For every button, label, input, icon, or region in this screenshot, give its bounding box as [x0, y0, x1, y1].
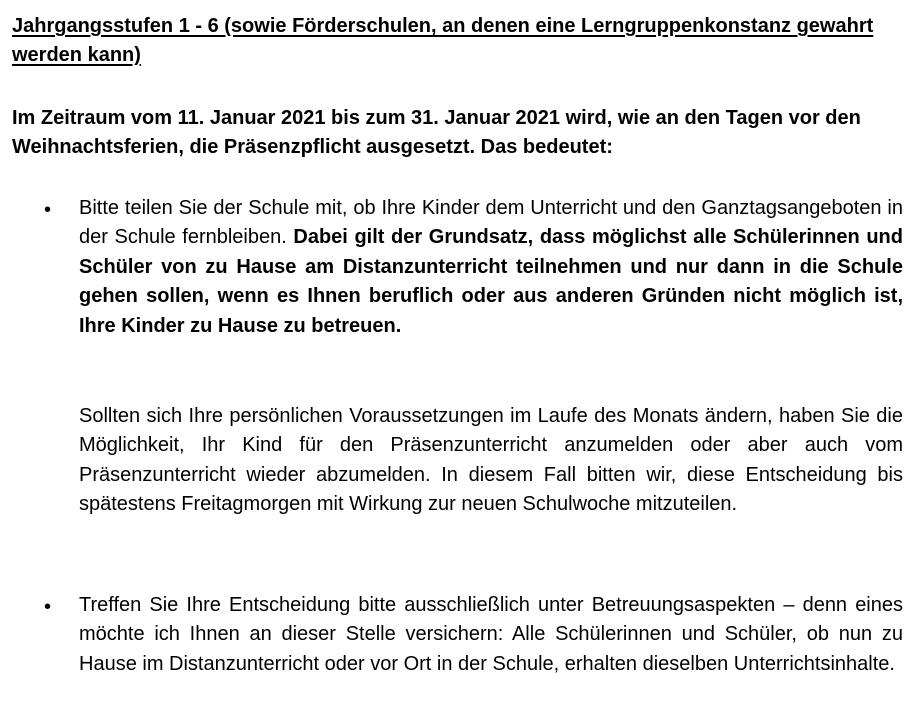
bullet-marker-1: •: [44, 199, 52, 221]
intro-paragraph: Im Zeitraum vom 11. Januar 2021 bis zum 31. Januar 2021 wird, wie an den Tagen vor den Weihnachtsferien, die Präsenzpflicht ausgesetzt. Das bedeutet:: [12, 107, 861, 158]
section-heading: Jahrgangsstufen 1 - 6 (sowie Förderschulen, an denen eine Lerngruppenkonstanz gewahrt werden kann): [12, 15, 874, 66]
bullet-paragraph-1: [79, 194, 903, 341]
bullet-1-followup-paragraph: Sollten sich Ihre persönlichen Voraussetzungen im Laufe des Monats ändern, haben Sie die Möglichkeit, Ihr Kind für den Präsenzunterricht anzumelden oder aber auch vom Präsenzunterricht wieder abzumelden. In diesem Fall bitten wir, diese Entscheidung bis spätestens Freitagmorgen mit Wirkung zur neuen Schulwoche mitzuteilen.: [79, 405, 903, 516]
bullet-1-text-bold: Dabei gilt der Grundsatz, dass möglichst alle Schülerinnen und Schüler von zu Hause am Distanzunterricht teilnehmen und nur dann in die Schule gehen sollen, wenn es Ihnen beruflich oder aus anderen Gründen nicht möglich ist, Ihre Kinder zu Hause zu betreuen.: [79, 226, 903, 337]
bullet-1-text-normal: Bitte teilen Sie der Schule mit, ob Ihre Kinder dem Unterricht und den Ganztagsangeboten in der Schule fernbleiben.: [79, 197, 903, 249]
bullet-marker-2: •: [44, 596, 52, 618]
bullet-paragraph-2: Treffen Sie Ihre Entscheidung bitte ausschließlich unter Betreuungsaspekten – denn eines möchte ich Ihnen an dieser Stelle versichern: Alle Schülerinnen und Schüler, ob nun zu Hause im Distanzunterricht oder vor Ort in der Schule, erhalten dieselben Unterrichtsinhalte.: [79, 594, 903, 675]
